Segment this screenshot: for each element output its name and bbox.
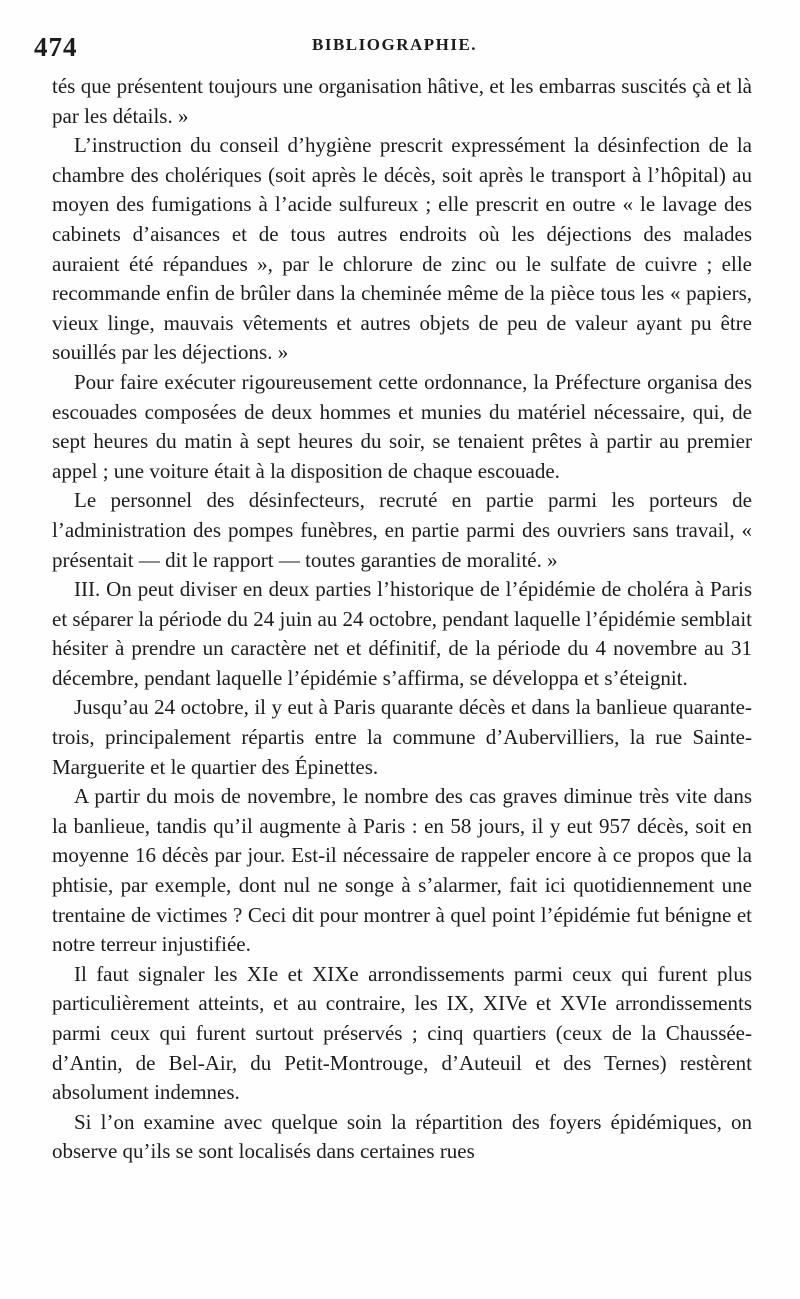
page-number: 474 (34, 32, 78, 62)
paragraph-3: Pour faire exécuter rigoureusement cette ordonnance, la Préfecture organisa des escouades composées de deux hommes et munies du matériel nécessaire, qui, de sept heures du matin à sept heures du soir, se tenaient prêtes à partir au premier appel ; une voiture était à la disposition de chaque escouade. (52, 369, 752, 483)
paragraph-7: A partir du mois de novembre, le nombre des cas graves diminue très vite dans la banlieue, tandis qu’il augmente à Paris : en 58 jours, il y eut 957 décès, soit en moyenne 16 décès par jour. Est-il nécessaire de rappeler encore à ce propos que la phtisie, par exemple, dont nul ne songe à s’alarmer, fait ici quotidiennement une trentaine de victimes ? Ceci dit pour montrer à quel point l’épidémie fut bénigne et notre terreur injustifiée. (52, 784, 752, 957)
paragraph-2: L’instruction du conseil d’hygiène prescrit expressément la désinfection de la chambre des cholériques (soit après le décès, soit après le transport à l’hôpital) au moyen des fumigations à l’acide sulfureux ; elle prescrit en outre « le lavage des cabinets d’aisances et de tous autres endroits où les déjections des malades auraient été répandues », par le chlorure de zinc ou le sulfate de cuivre ; elle recommande enfin de brûler dans la cheminée même de la pièce tous les « papiers, vieux linge, mauvais vêtements et autres objets de peu de valeur ayant pu être souillés par les déjections. » (52, 133, 752, 365)
paragraph-8: Il faut signaler les XIe et XIXe arrondissements parmi ceux qui furent plus particulièrement atteints, et au contraire, les IX, XIVe et XVIe arrondissements parmi ceux qui furent surtout préservés ; cinq quartiers (ceux de la Chaussée-d’Antin, de Bel-Air, du Petit-Montrouge, d’Auteuil et des Ternes) restèrent absolument indemnes. (52, 961, 752, 1105)
paragraph-1: tés que présentent toujours une organisation hâtive, et les embarras suscités çà et là par les détails. » (52, 74, 752, 128)
paragraph-5: III. On peut diviser en deux parties l’historique de l’épidémie de choléra à Paris et séparer la période du 24 juin au 24 octobre, pendant laquelle l’épidémie semblait hésiter à prendre un caractère net et définitif, de la période du 4 novembre au 31 décembre, pendant laquelle l’épidémie s’affirma, se développa et s’éteignit. (52, 577, 752, 690)
body-text (52, 72, 752, 1167)
page-header (34, 30, 764, 60)
running-title: BIBLIOGRAPHIE. (312, 35, 478, 54)
paragraph-9: Si l’on examine avec quelque soin la répartition des foyers épidémiques, on observe qu’ils se sont localisés dans certaines rues (52, 1109, 752, 1164)
paragraph-4: Le personnel des désinfecteurs, recruté en partie parmi les porteurs de l’administration des pompes funèbres, en partie parmi des ouvriers sans travail, « présentait — dit le rapport — toutes garanties de moralité. » (52, 488, 752, 572)
paragraph-6: Jusqu’au 24 octobre, il y eut à Paris quarante décès et dans la banlieue quarante-trois, principalement répartis entre la commune d’Aubervilliers, la rue Sainte-Marguerite et le quartier des Épinettes. (52, 695, 752, 779)
